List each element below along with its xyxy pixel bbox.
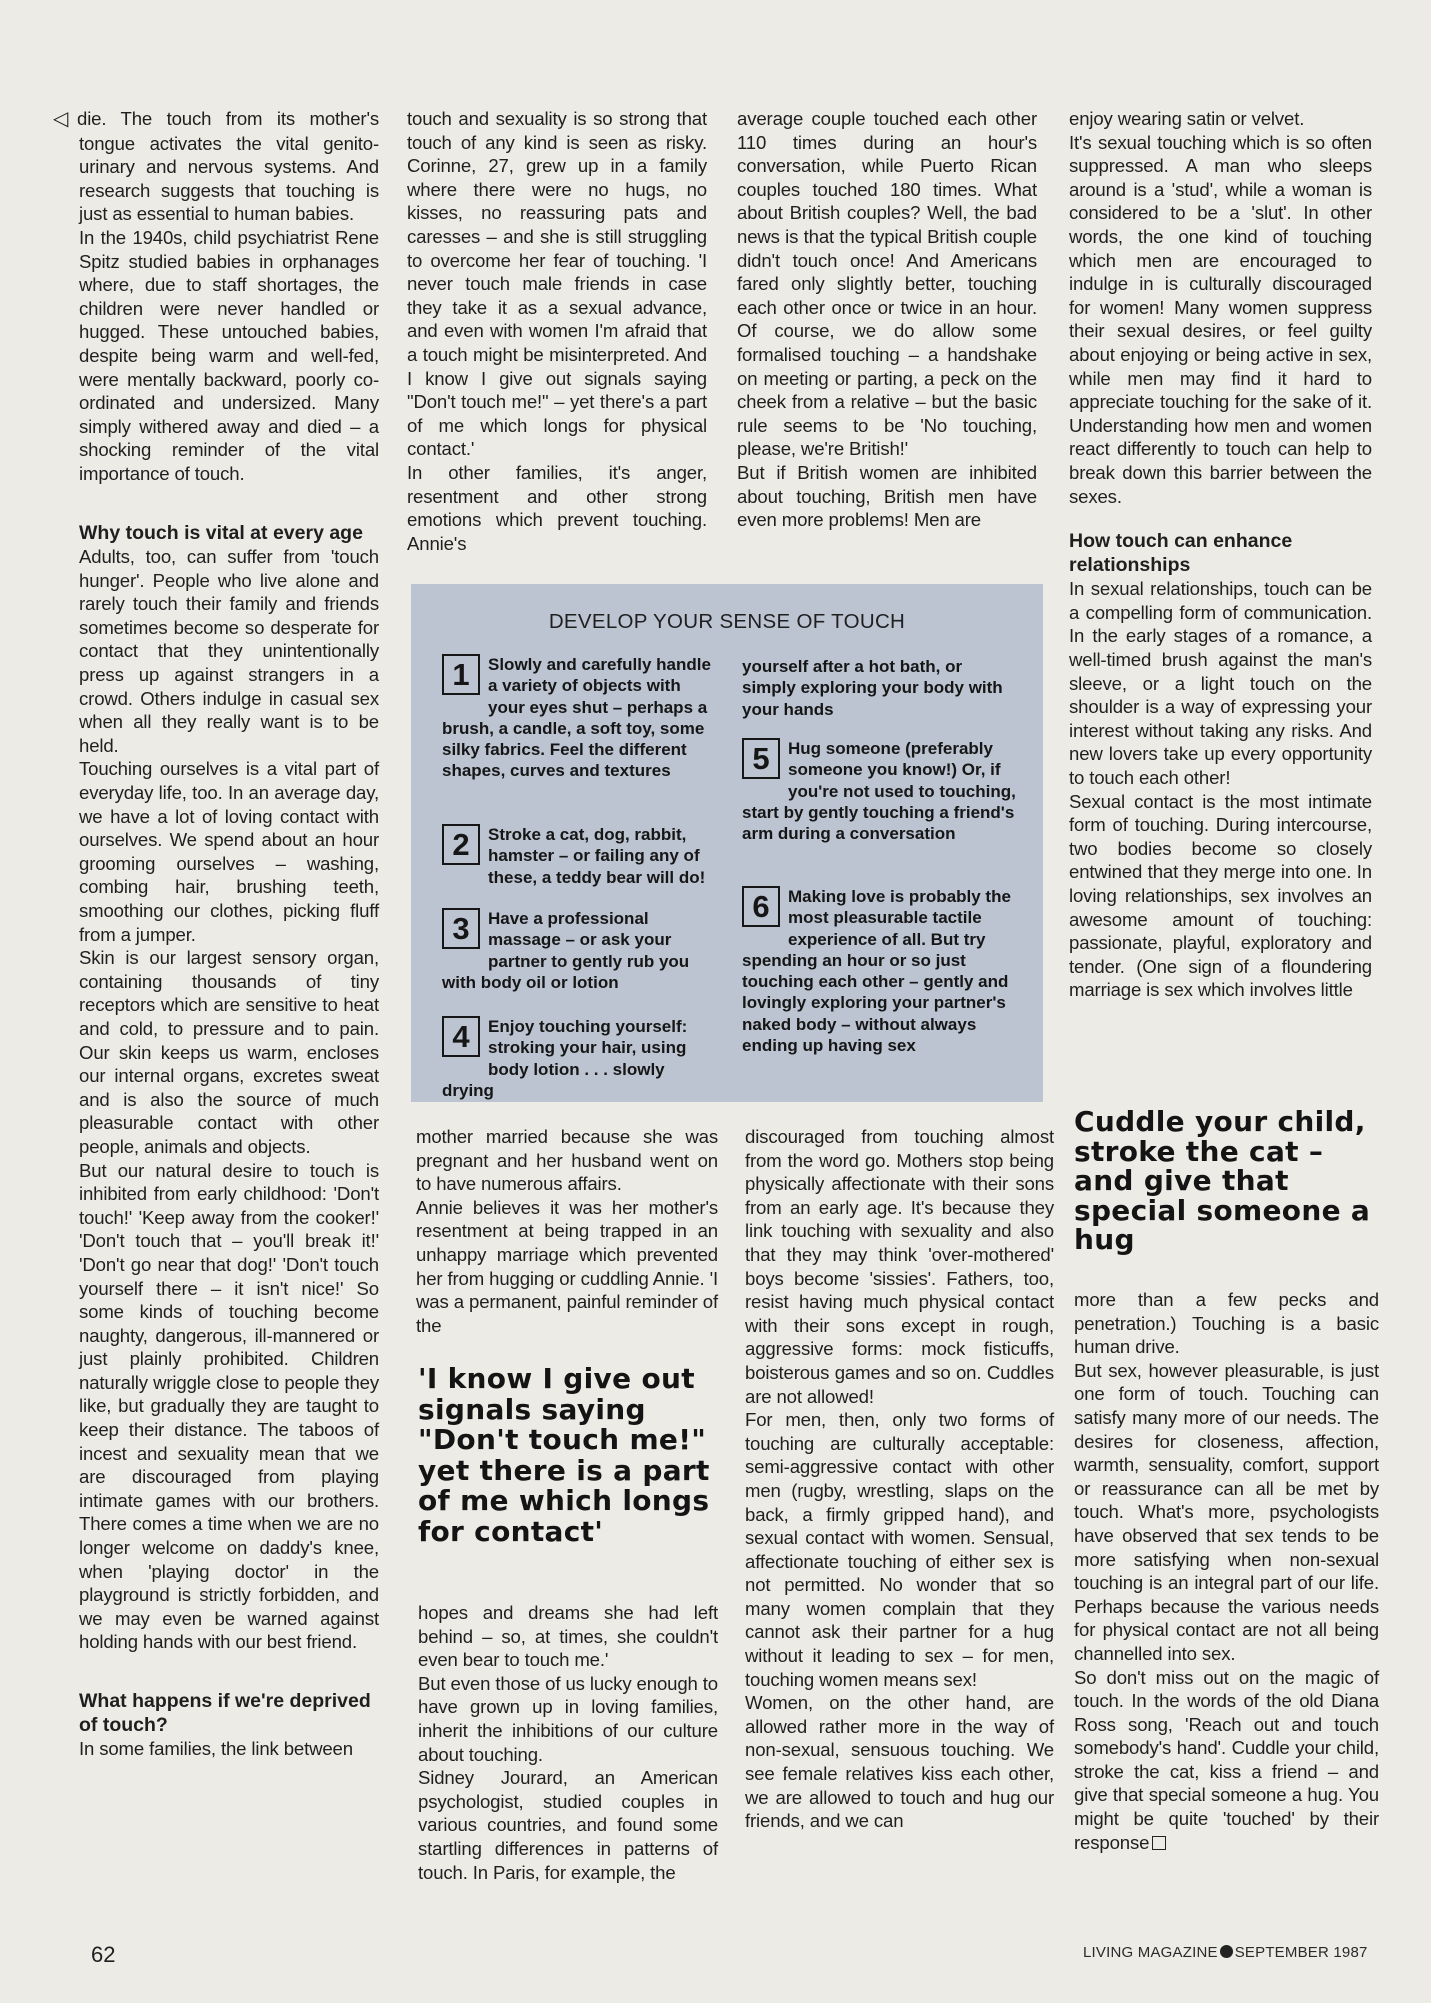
paragraph: But if British women are inhibited about touching, British men have even more problems! Men are — [737, 461, 1037, 531]
tip-4-continued — [742, 656, 1017, 720]
column-2-bottom-continued — [418, 1601, 718, 1884]
paragraph: hopes and dreams she had left behind – so, at times, she couldn't even bear to touch me.' — [418, 1602, 718, 1671]
subheading: Why touch is vital at every age — [79, 521, 363, 544]
tip-5 — [742, 738, 1022, 844]
paragraph: Touching ourselves is a vital part of everyday life, too. In an average day, we have a lot of loving contact with ourselves. We spend about an hour grooming ourselves – washing, combing hair, brushing teeth, smoothing our clothes, picking fluff from a jumper. — [79, 758, 379, 945]
paragraph: In sexual relationships, touch can be a compelling form of communication. In the early stages of a romance, a well-timed brush against the man's sleeve, or a light touch on the shoulder is a way of expressing your interest without taking any risks. And new lovers take up every opportunity to touch each other! — [1069, 578, 1372, 789]
paragraph: ◁ die. The touch from its mother's tongue activates the vital genito-urinary and nervous systems. And research suggests that touching is just as essential to human babies. — [53, 108, 379, 225]
tip-number: 1 — [442, 654, 480, 695]
tip-text: Hug someone (preferably someone you know!) Or, if you're not used to touching, start by gently touching a friend's arm during a conversation — [742, 739, 1016, 844]
paragraph: In other families, it's anger, resentment and other strong emotions which prevent touching. Annie's — [407, 461, 707, 554]
tip-number: 2 — [442, 824, 480, 865]
paragraph: Annie believes it was her mother's resentment at being trapped in an unhappy marriage which prevented her from hugging or cuddling Annie. 'I was a permanent, painful reminder of the — [416, 1196, 718, 1336]
tip-text: Stroke a cat, dog, rabbit, hamster – or failing any of these, a teddy bear will do! — [488, 825, 706, 887]
subheading: What happens if we're deprived of touch? — [79, 1690, 371, 1736]
tip-1 — [442, 654, 712, 782]
column-2-top — [407, 107, 707, 555]
subheading: How touch can enhance relationships — [1069, 530, 1293, 576]
paragraph: It's sexual touching which is so often suppressed. A man who sleeps around is a 'stud', while a woman is considered to be a 'slut'. In other words, the one kind of touching which men are encouraged to indulge in is culturally discouraged for women! Many women suppress their sexual desires, or feel guilty about enjoying or being active in sex, while men may find it hard to appreciate touching for the sake of it. Understanding how men and women react differently to touch can help to break down this barrier between the sexes. — [1069, 131, 1372, 507]
tip-number: 4 — [442, 1016, 480, 1057]
paragraph: In the 1940s, child psychiatrist Rene Spitz studied babies in orphanages where, due to staff shortages, the children were never handled or hugged. These untouched babies, despite being warm and well-fed, were mentally backward, poorly co-ordinated and undersized. Many simply withered away and died – a shocking reminder of the vital importance of touch. — [79, 226, 379, 484]
pull-quote-headline: Cuddle your child, stroke the cat – and give that special someone a hug — [1074, 1105, 1371, 1256]
bullet-icon — [1220, 1945, 1233, 1958]
paragraph: discouraged from touching almost from the word go. Mothers stop being physically affectionate with their sons from an early age. It's because they link touching with sexuality and also that they may think 'over-mothered' boys become 'sissies'. Fathers, too, resist having much physical contact with their sons except in rough, aggressive forms: mock fisticuffs, boisterous games and so on. Cuddles are not allowed! — [745, 1126, 1054, 1407]
tip-text: Making love is probably the most pleasurable tactile experience of all. But try spending an hour or so just touching each other – gently and lovingly exploring your partner's naked body – without always ending up having sex — [742, 887, 1011, 1056]
column-4-bottom — [1074, 1288, 1379, 1854]
paragraph: Skin is our largest sensory organ, containing thousands of tiny receptors which are sensitive to heat and cold, to pressure and to pain. Our skin keeps us warm, encloses our internal organs, excretes sweat and is also the source of much pleasurable contact with other people, animals and objects. — [79, 947, 379, 1157]
column-1 — [53, 107, 379, 1761]
end-mark-icon — [1152, 1836, 1166, 1850]
paragraph: average couple touched each other 110 times during an hour's conversation, while Puerto Rican couples touched 180 times. What about British couples? Well, the bad news is that the typical British couple didn't touch once! And Americans fared only slightly better, touching each other once or twice in an hour. Of course, we do allow some formalised touching – a handshake on meeting or parting, a peck on the cheek from a relative – but the basic rule seems to be 'No touching, please, we're British!' — [737, 108, 1037, 460]
column-2-bottom — [416, 1125, 718, 1337]
tip-3 — [442, 908, 712, 993]
column-4 — [1069, 107, 1372, 1002]
paragraph: Women, on the other hand, are allowed rather more in the way of non-sexual, sensuous touching. We see female relatives kiss each other, we are allowed to touch and hug our friends, and we can — [745, 1692, 1054, 1832]
tips-box — [411, 584, 1043, 1102]
page-number: 62 — [91, 1942, 116, 1967]
tips-box-title: DEVELOP YOUR SENSE OF TOUCH — [548, 610, 906, 633]
footer-credit — [1083, 1944, 1368, 1961]
tip-number: 5 — [742, 738, 780, 779]
tip-text: Have a professional massage – or ask your partner to gently rub you with body oil or lotion — [442, 909, 690, 992]
tip-text: yourself after a hot bath, or simply exploring your body with your hands — [742, 657, 1003, 719]
continued-arrow-icon: ◁ — [53, 108, 69, 130]
paragraph: But our natural desire to touch is inhibited from early childhood: 'Don't touch!' 'Keep away from the cooker!' 'Don't touch that – you'll break it!' 'Don't go near that dog!' 'Don't touch yourself there – it isn't nice!' So some kinds of touching become naughty, dangerous, ill-mannered or just plainly prohibited. Children naturally wriggle close to people they like, but gradually they are taught to keep their distance. The taboos of incest and sexuality mean that we are discouraged from playing intimate games with our brothers. There comes a time when we are no longer welcome on daddy's knee, when 'playing doctor' in the playground is strictly forbidden, and we may even be warned against holding hands with our best friend. — [79, 1159, 379, 1653]
tip-4 — [442, 1016, 712, 1101]
column-3-top — [737, 107, 1037, 532]
pull-quote: 'I know I give out signals saying "Don't touch me!" yet there is a part of me which longs for contact' — [418, 1362, 710, 1548]
issue-date: SEPTEMBER 1987 — [1234, 1944, 1368, 1961]
tip-number: 3 — [442, 908, 480, 949]
column-3-bottom — [745, 1125, 1054, 1833]
magazine-name: LIVING MAGAZINE — [1083, 1944, 1218, 1961]
paragraph: For men, then, only two forms of touching are culturally acceptable: semi-aggressive contact with other men (rugby, wrestling, slaps on the back, a firmly gripped hand), and sexual contact with women. Sensual, affectionate touching of either sex is not permitted. No wonder that so many women complain that they cannot ask their partner for a hug without it leading to sex – for men, touching women means sex! — [745, 1409, 1054, 1690]
tip-6 — [742, 886, 1014, 1056]
paragraph: more than a few pecks and penetration.) Touching is a basic human drive. — [1074, 1289, 1379, 1358]
tip-2 — [442, 824, 717, 888]
paragraph: mother married because she was pregnant and her husband went on to have numerous affairs. — [416, 1126, 718, 1195]
paragraph: So don't miss out on the magic of touch. In the words of the old Diana Ross song, 'Reach out and touch somebody's hand'. Cuddle your child, stroke the cat, kiss a friend – and give that special someone a hug. You might be quite 'touched' by their response — [1074, 1666, 1379, 1853]
paragraph: In some families, the link between — [79, 1738, 353, 1760]
paragraph: touch and sexuality is so strong that touch of any kind is seen as risky. Corinne, 27, grew up in a family where there were no hugs, no kisses, no reassuring pats and caresses – and she is still struggling to overcome her fear of touching. 'I never touch male friends in case they take it as a sexual advance, and even with women I'm afraid that a touch might be misinterpreted. And I know I give out signals saying "Don't touch me!" – yet there's a part of me which longs for physical contact.' — [407, 108, 707, 460]
tip-text: Enjoy touching yourself: stroking your hair, using body lotion . . . slowly drying — [442, 1017, 688, 1100]
paragraph: Adults, too, can suffer from 'touch hunger'. People who live alone and rarely touch their family and friends sometimes become so desperate for contact that they unintentionally press up against strangers in a crowd. Others indulge in casual sex when all they really want is to be held. — [79, 546, 379, 756]
paragraph: Sexual contact is the most intimate form of touching. During intercourse, two bodies become so closely entwined that they merge into one. In loving relationships, sex involves an awesome amount of touching: passionate, playful, exploratory and tender. (One sign of a floundering marriage is sex which involves little — [1069, 790, 1372, 1001]
paragraph: enjoy wearing satin or velvet. — [1069, 108, 1305, 129]
tip-number: 6 — [742, 886, 780, 927]
paragraph: But even those of us lucky enough to have grown up in loving families, inherit the inhibitions of our culture about touching. — [418, 1672, 718, 1765]
tip-text: Slowly and carefully handle a variety of objects with your eyes shut – perhaps a brush, a candle, a soft toy, some silky fabrics. Feel the different shapes, curves and textures — [442, 655, 711, 781]
paragraph: Sidney Jourard, an American psychologist, studied couples in various countries, and found some startling differences in patterns of touch. In Paris, for example, the — [418, 1767, 718, 1883]
paragraph: But sex, however pleasurable, is just one form of touch. Touching can satisfy many more of our needs. The desires for closeness, affection, warmth, sensuality, comfort, support or reassurance can all be met by touch. What's more, psychologists have observed that sex tends to be more satisfying when non-sexual touching is an integral part of our life. Perhaps because the various needs for physical contact are not all being channelled into sex. — [1074, 1359, 1379, 1664]
